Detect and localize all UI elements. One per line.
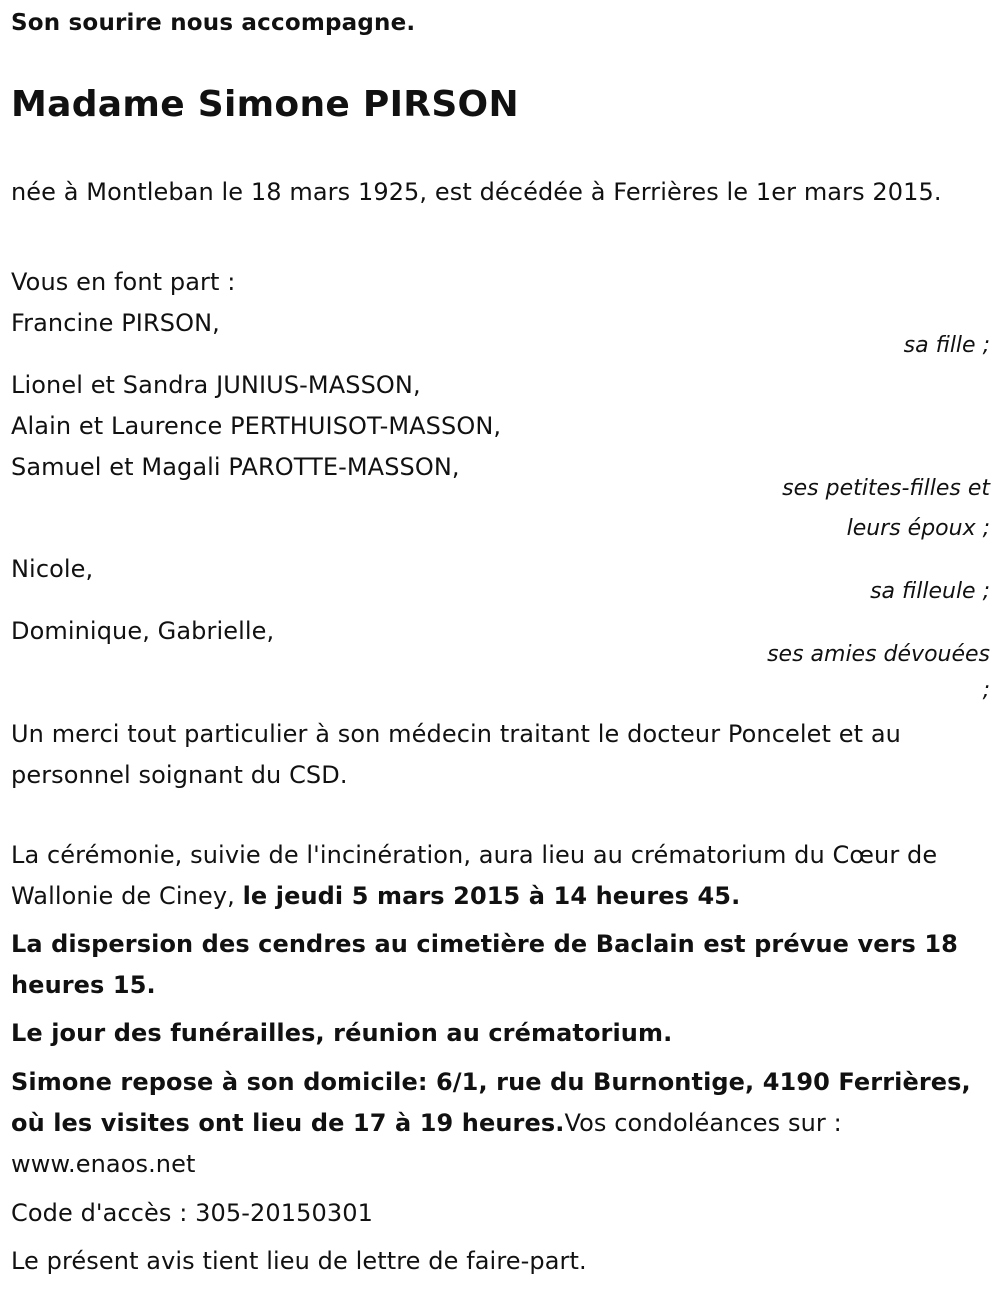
family-relation [782, 469, 990, 549]
relation-line: sa fille ; [903, 333, 990, 358]
ceremony-paragraph [11, 835, 990, 917]
relation-line: leurs époux ; [846, 516, 990, 541]
family-name-line: Samuel et Magali PAROTTE-MASSON, [11, 453, 460, 481]
family-relation [767, 635, 990, 711]
relation-line: ses amies dévouées [767, 642, 990, 667]
family-name-line: Dominique, Gabrielle, [11, 617, 275, 645]
visit-text: Simone repose à son domicile: 6/1, rue du Burnontige, 4190 Ferrières, où les visites ont lieu de 17 à 19 heures. [11, 1068, 971, 1137]
ceremony-text: La cérémonie, suivie de l'incinération, aura lieu au crématorium du Cœur de Wallonie de Ciney, [11, 841, 938, 910]
family-name-line: Francine PIRSON, [11, 309, 220, 337]
family-name-line: Nicole, [11, 555, 94, 583]
visit-paragraph [11, 1062, 990, 1185]
deceased-name: Madame Simone PIRSON [11, 84, 519, 125]
announce-label: Vous en font part : [11, 268, 236, 296]
reunion-paragraph: Le jour des funérailles, réunion au crématorium. [11, 1019, 673, 1047]
family-relation [870, 572, 990, 612]
relation-line: ses petites-filles et [782, 476, 990, 501]
family-names [11, 549, 990, 590]
family-name-line: Lionel et Sandra JUNIUS-MASSON, [11, 371, 421, 399]
dispersion-paragraph: La dispersion des cendres au cimetière de Baclain est prévue vers 18 heures 15. [11, 930, 958, 999]
family-relation [904, 326, 990, 366]
family-name-line: Alain et Laurence PERTHUISOT-MASSON, [11, 412, 502, 440]
condolences-text: Vos condoléances sur : www.enaos.net [11, 1109, 842, 1178]
closing-note: Le présent avis tient lieu de lettre de faire-part. [11, 1247, 587, 1275]
access-code: Code d'accès : 305-20150301 [11, 1199, 373, 1227]
family-names [11, 303, 990, 344]
birth-death-statement: née à Montleban le 18 mars 1925, est décédée à Ferrières le 1er mars 2015. [11, 178, 942, 206]
ceremony-date: le jeudi 5 mars 2015 à 14 heures 45. [242, 882, 741, 910]
relation-line: ; [982, 678, 990, 703]
thanks-paragraph: Un merci tout particulier à son médecin traitant le docteur Poncelet et au personnel soignant du CSD. [11, 720, 901, 789]
relation-line: sa filleule ; [870, 579, 990, 604]
tagline: Son sourire nous accompagne. [11, 10, 416, 36]
